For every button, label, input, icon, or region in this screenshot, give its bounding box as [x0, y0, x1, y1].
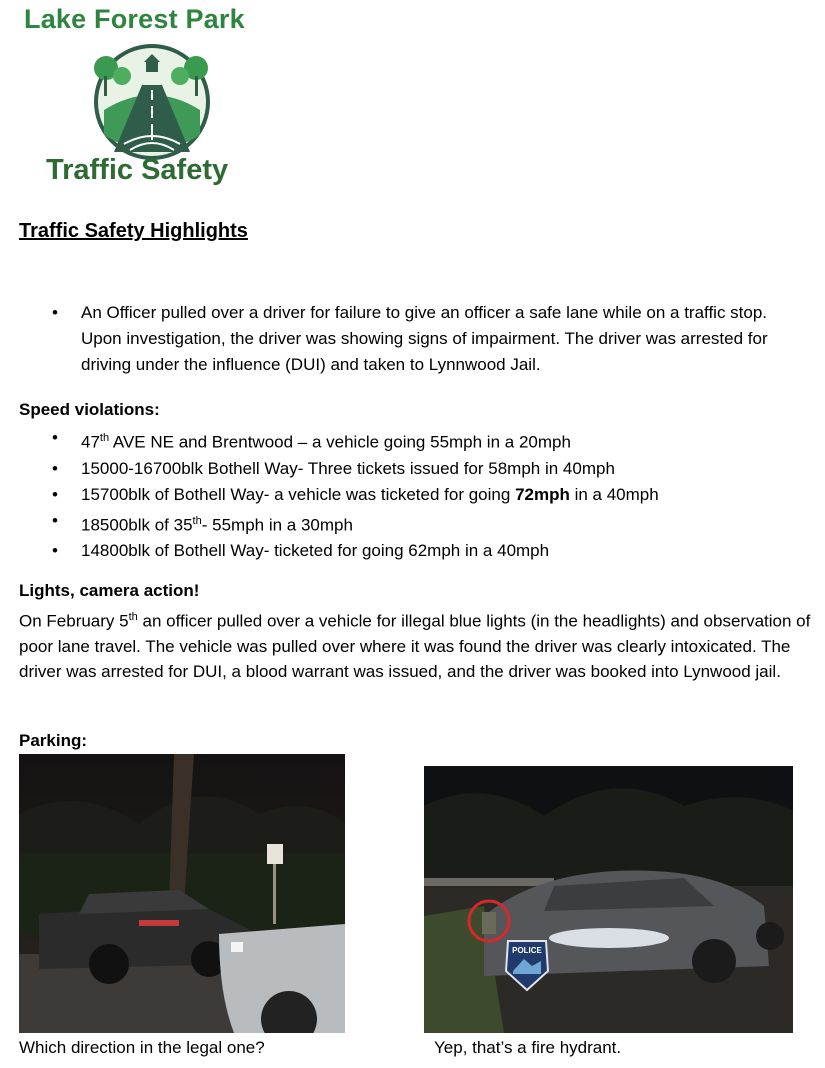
- bullet-icon: •: [52, 428, 58, 447]
- parking-photo-right: [424, 766, 793, 1033]
- bullet-icon: •: [52, 458, 58, 478]
- intro-bullet-text: An Officer pulled over a driver for failure to give an officer a safe lane while on a traffic stop. Upon investigation, the driver was showing signs of impairment. The driver was arrested for driving under the influence (DUI) and taken to Lynnwood Jail.: [81, 303, 768, 374]
- bullet-icon: •: [52, 510, 58, 530]
- parking-title: Parking:: [19, 731, 88, 750]
- page-title: Traffic Safety Highlights: [19, 220, 248, 242]
- list-item: • 15000-16700blk Bothell Way- Three tickets issued for 58mph in 40mph: [19, 456, 809, 482]
- speed-violations-list: [19, 425, 809, 564]
- bullet-icon: •: [52, 303, 58, 322]
- lights-camera-action-title: Lights, camera action!: [19, 581, 200, 600]
- list-item: • 18500blk of 35th- 55mph in a 30mph: [19, 508, 809, 539]
- list-item: • 14800blk of Bothell Way- ticketed for going 62mph in a 40mph: [19, 538, 809, 564]
- lights-camera-action-paragraph: On February 5th an officer pulled over a vehicle for illegal blue lights (in the headlights) and observation of poor lane travel. The vehicle was pulled over where it was found the driver was clearly intoxicated. The driver was arrested for DUI, a blood warrant was issued, and the driver was booked into Lynwood jail.: [19, 611, 811, 681]
- caption-right: Yep, that’s a fire hydrant.: [434, 1038, 622, 1057]
- list-item: [19, 300, 809, 378]
- logo: [22, 4, 292, 194]
- list-item: • 47th AVE NE and Brentwood – a vehicle going 55mph in a 20mph: [19, 425, 809, 456]
- list-item: • 15700blk of Bothell Way- a vehicle was ticketed for going 72mph in a 40mph: [19, 482, 809, 508]
- logo-title-bottom: Traffic Safety: [46, 154, 229, 186]
- intro-bullet-list: [19, 300, 809, 378]
- bullet-icon: •: [52, 484, 58, 504]
- logo-emblem-icon: [82, 40, 222, 160]
- caption-left: Which direction in the legal one?: [19, 1038, 265, 1057]
- police-badge-text: POLICE: [512, 946, 542, 955]
- logo-title-top: Lake Forest Park: [24, 4, 245, 34]
- parking-photo-left: [19, 754, 345, 1033]
- speed-violations-title: Speed violations:: [19, 400, 160, 419]
- bullet-icon: •: [52, 541, 58, 561]
